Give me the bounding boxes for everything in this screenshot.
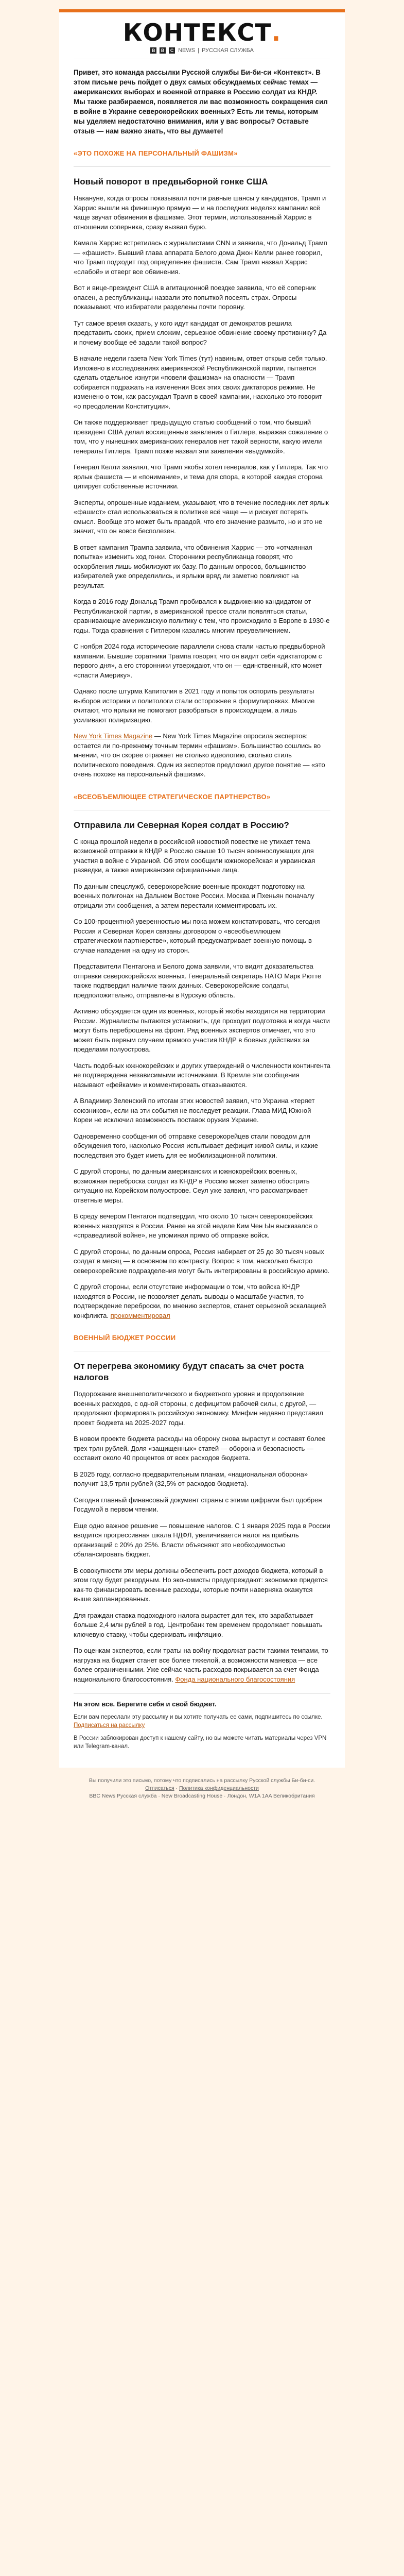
paragraph: Для граждан ставка подоходного налога вырастет для тех, кто зарабатывает больше 2,4 млн рублей в год. Центробанк тем временем продолжает повышать ключевую ставку, чтобы сдерживать инфляцию.	[74, 1611, 323, 1638]
subscribe-link[interactable]: Подписаться на рассылку	[74, 1722, 145, 1728]
bottom-notice: Вы получили это письмо, потому что подписались на рассылку Русской службы Би-би-си.	[89, 1777, 315, 1784]
paragraph: В среду вечером Пентагон подтвердил, что около 10 тысяч северокорейских военных находятся в России. Ранее на этой неделе Ким Чен Ын высказался о «справедливой войне», не упоминая прямо об отправке войск.	[74, 1212, 318, 1239]
paragraph: Сегодня главный финансовый документ страны с этими цифрами был одобрен Госдумой в первом чтении.	[74, 1496, 322, 1513]
paragraph: С ноября 2024 года исторические параллели снова стали частью предвыборной кампании. Бывшие соратники Трампа говорят, что он видит себя «диктатором с первого дня», а его сторонники утверждают, что он — единственный, кто может «спасти Америку».	[74, 642, 325, 679]
paragraph-with-link	[74, 1282, 330, 1320]
bbc-logo-letter: B	[150, 47, 156, 54]
paragraph: Он также поддерживает предыдущую статью сообщений о том, что бывший президент США делал восхищенные заявления о Гитлере, выражая сожаление о том, что у нынешних американских генералов нет такой верности, какую имели генералы Гитлера. Трамп позже назвал эти заявления «выдумкой».	[74, 418, 328, 455]
inline-link[interactable]: прокомментировал	[110, 1311, 170, 1319]
paragraph: Генерал Келли заявлял, что Трамп якобы хотел генералов, как у Гитлера. Так что ярлык фашиста — и «понимание», и тема для спора, в которой каждая сторона цитирует собственные источники.	[74, 463, 328, 490]
article-title-3: От перегрева экономику будут спасать за счет роста налогов	[74, 1361, 304, 1382]
footer-vpn-text: В России заблокирован доступ к нашему сайту, но вы можете читать материалы через VPN или Telegram-канал.	[74, 1735, 327, 1750]
paragraph: В начале недели газета New York Times (тут) навиным, ответ открыв себя только. Изложено в исследованиях американской Республиканской партии, пытается сделать отдельное изнутри «повели фашизма» на опасности — Трамп собирается подражать на изменения Всех этих своих диктаторов режиме. Не изменено о том, как рассуждал Трамп в своей кампании, насколько это говорит «о преодолении Конституции».	[74, 354, 327, 410]
paragraph: С другой стороны, по данным американских и южнокорейских военных, возможная переброска солдат из КНДР в Россию может заметно обострить ситуацию на Корейском полуострове. Сеул уже заявил, что рассматривает ответные меры.	[74, 1167, 310, 1204]
paragraph-with-link	[74, 1646, 330, 1684]
masthead	[74, 12, 330, 59]
privacy-link[interactable]: Политика конфиденциальности	[179, 1785, 259, 1791]
paragraph-text: New York Times Magazine опросила экспертов: остается ли по-прежнему точным термин «фашизм». Большинство сошлись во мнении, что он скорее отражает не столько идеологию, сколько стиль политического поведения. Один из экспертов предложил другое понятие — «это очень похоже на персональный фашизм».	[74, 732, 325, 778]
section-kicker-1: «ЭТО ПОХОЖЕ НА ПЕРСОНАЛЬНЫЙ ФАШИЗМ»	[74, 149, 238, 157]
service-name: РУССКАЯ СЛУЖБА	[201, 47, 254, 54]
paragraph: Эксперты, опрошенные изданием, указывают, что в течение последних лет ярлык «фашист» стал использоваться в политике всё чаще — и рискует потерять смысл. Вообще это может быть правдой, что его значение размыто, но и это не значит, что он вовсе бесполезен.	[74, 498, 329, 535]
paragraph: Со 100-процентной уверенностью мы пока можем констатировать, что сегодня Россия и Северная Корея связаны договором о «всеобъемлющем стратегическом партнерстве», который предусматривает военную помощь в случае нападения на одну из сторон.	[74, 918, 320, 954]
footer-title: На этом все. Берегите себя и свой бюджет.	[74, 1700, 217, 1708]
paragraph: Одновременно сообщения об отправке северокорейцев стали поводом для обсуждения того, насколько Россия испытывает дефицит живой силы, и какие последствия это будет иметь для ее мобилизационной политики.	[74, 1132, 319, 1159]
unsubscribe-link[interactable]: Отписаться	[145, 1785, 174, 1791]
section-kicker-2: «ВСЕОБЪЕМЛЮЩЕЕ СТРАТЕГИЧЕСКОЕ ПАРТНЕРСТВО»	[74, 792, 271, 801]
article-title-2: Отправила ли Северная Корея солдат в Россию?	[74, 820, 289, 830]
email-bottom	[0, 1777, 404, 1800]
paragraph: А Владимир Зеленский по итогам этих новостей заявил, что Украина «теряет союзников», если на эти события не последует реакции. Глава МИД Южной Кореи не исключил возможность поставок оружия Украине.	[74, 1097, 315, 1124]
newsletter-logo[interactable]: КОНТЕКСТ.	[122, 19, 282, 46]
paragraph: Представители Пентагона и Белого дома заявили, что видят доказательства отправки северокорейских военных. Генеральный секретарь НАТО Марк Рютте также подтвердил наличие таких данных. Северокорейские солдаты, предположительно, отправлены в Курскую область.	[74, 962, 322, 999]
paragraph: В совокупности эти меры должны обеспечить рост доходов бюджета, который в этом году будет рекордным. Но экономисты предупреждают: экономике придется как-то финансировать военные расходы, которые почти наверняка окажутся выше запланированных.	[74, 1566, 328, 1603]
paragraph-text: С другой стороны, если отсутствие информации о том, что войска КНДР находятся в России, не позволяет делать выводы о масштабе участия, то подтверждение переброски, по мнению экспертов, станет серьезной эскалацией конфликта.	[74, 1283, 326, 1319]
paragraph: С другой стороны, по данным опроса, Россия набирает от 25 до 30 тысяч новых солдат в месяц — в основном по контракту. Вопрос в том, насколько быстро северокорейские подразделения могут быть интегрированы в российскую армию.	[74, 1247, 330, 1275]
paragraph: В ответ кампания Трампа заявила, что обвинения Харрис — это «отчаянная попытка» изменить ход гонки. Сторонники республиканца говорят, что оскорбления лишь мобилизуют их базу. По данным опросов, большинство избирателей уже определились, и ярлыки вряд ли заметно повлияют на результат.	[74, 543, 312, 589]
newsletter-card	[59, 9, 345, 1768]
paragraph-text: По оценкам экспертов, если траты на войну продолжат расти такими темпами, то нагрузка на бюджет станет все более тяжелой, а возможности маневра — все более ограниченными. Уже сейчас часть расходов покрывается за счет Фонда национального благосостояния.	[74, 1647, 328, 1683]
paragraph: По данным спецслужб, северокорейские военные проходят подготовку на военных полигонах на Дальнем Востоке России. Москва и Пхеньян поначалу отрицали эти сообщения, а затем перестали комментировать их.	[74, 882, 314, 909]
paragraph: Активно обсуждается один из военных, который якобы находится на территории России. Журналисты пытаются установить, где проходит подготовка и когда части могут быть переброшены на фронт. Ряд военных экспертов отмечает, что это может быть первым случаем прямого участия КНДР в боевых действиях за пределами полуострова.	[74, 1007, 330, 1053]
paragraph: Часть подобных южнокорейских и других утверждений о численности контингента не подтверждена независимыми источниками. В Кремле эти сообщения называют «фейками» и комментировать отказываются.	[74, 1061, 330, 1089]
article-title-1: Новый поворот в предвыборной гонке США	[74, 177, 268, 187]
divider	[74, 166, 330, 167]
bottom-address: BBC News Русская служба · New Broadcasting House · Лондон, W1A 1AA Великобритания	[89, 1793, 315, 1799]
paragraph-with-link: New York Times Magazine — New York Times Magazine опросила экспертов: остается ли по-прежнему точным термин «фашизм». Большинство сошлись во мнении, что он скорее отражает не столько идеологию, сколько стиль политического поведения. Один из экспертов предложил другое понятие — «это очень похоже на персональный фашизм».	[74, 732, 325, 778]
intro-text: Привет, это команда рассылки Русской службы Би-би-си «Контекст». В этом письме речь пойдет о двух самых обсуждаемых сейчас темах — американских выборах и военной отправке в Россию солдат из КНДР. Мы также разбираемся, появляется ли вас возможность сокращения сил в войне в Украине северокорейских военных? Есть ли темы, которым мы уделяем недостаточно внимания, или у вас вопросы? Оставьте отзыв — нам важно знать, что вы думаете!	[74, 69, 328, 135]
paragraph: Однако после штурма Капитолия в 2021 году и попыток оспорить результаты выборов историки и политологи стали осторожнее в формулировках. Многие считают, что ярлыки не помогают разобраться в происходящем, а лишь усиливают поляризацию.	[74, 687, 315, 724]
paragraph: В новом проекте бюджета расходы на оборону снова вырастут и составят более трех трлн рублей. Доля «защищенных» статей — оборона и безопасность — составит около 40 процентов от всех расходов бюджета.	[74, 1435, 326, 1462]
paragraph: Тут самое время сказать, у кого идут кандидат от демократов решила представить своих, прием сложим, серьезное обвинение своему противнику? Да и почему вообще её задали такой вопрос?	[74, 319, 327, 346]
bbc-news-label: NEWS	[178, 47, 196, 54]
bbc-logo-letter: C	[169, 47, 175, 54]
paragraph: Когда в 2016 году Дональд Трамп пробивался к выдвижению кандидатом от Республиканской партии, в американской прессе стали появляться статьи, сравнивающие американскую политику с тем, что происходило в Европе в 1930-е годы. Тогда сравнения с Гитлером казались многим преувеличением.	[74, 598, 330, 634]
paragraph: Камала Харрис встретилась с журналистами CNN и заявила, что Дональд Трамп — «фашист». Бывший глава аппарата Белого дома Джон Келли ранее говорил, что Трамп подходит под определение фашиста. Сам Трамп назвал Харрис «слабой» и отверг все обвинения.	[74, 239, 327, 276]
paragraph: Вот и вице-президент США в агитационной поездке заявила, что её соперник опасен, а республиканцы назвали это попыткой посеять страх. Опросы показывают, что избиратели разделены почти поровну.	[74, 284, 316, 311]
nyt-magazine-link[interactable]: New York Times Magazine	[74, 732, 153, 740]
section-kicker-3: ВОЕННЫЙ БЮДЖЕТ РОССИИ	[74, 1334, 176, 1342]
separator: |	[198, 47, 199, 54]
paragraph: Еще одно важное решение — повышение налогов. С 1 января 2025 года в России вводится прогрессивная шкала НДФЛ, увеличивается налог на прибыль организаций с 20% до 25%. Власти объясняют это необходимостью сбалансировать бюджет.	[74, 1521, 330, 1558]
paragraph: Подорожание внешнеполитического и бюджетного уровня и продолжение военных расходов, с одной стороны, с дефицитом рабочей силы, с другой, — продолжают формировать российскую экономику. Минфин недавно представил проект бюджета на 2025-2027 годы.	[74, 1390, 323, 1427]
inline-link[interactable]: Фонда национального благосостояния	[175, 1675, 295, 1683]
footer-subscribe-text: Если вам переслали эту рассылку и вы хотите получать ее сами, подпишитесь по ссылке. Подписаться на рассылку	[74, 1714, 323, 1728]
newsletter-footer	[74, 1693, 330, 1751]
bottom-links: Отписаться · Политика конфиденциальности	[145, 1785, 259, 1791]
paragraph: С конца прошлой недели в российской новостной повестке не утихает тема возможной отправки в КНДР в Россию свыше 10 тысяч военнослужащих для участия в войне с Украиной. Об этом сообщили южнокорейская и украинская разведки, а также американские официальные лица.	[74, 837, 315, 874]
bbc-logo-letter: B	[160, 47, 166, 54]
bbc-service-line	[74, 47, 330, 54]
paragraph: Накануне, когда опросы показывали почти равные шансы у кандидатов, Трамп и Харрис вышли на финишную прямую — и на последних неделях кампании всё чаще звучат обвинения в фашизме. Этот термин, использованный Харрис в отношении соперника, сразу вызвал бурю.	[74, 194, 326, 231]
paragraph: В 2025 году, согласно предварительным планам, «национальная оборона» получит 13,5 трлн рублей (32,5% от расходов бюджета).	[74, 1470, 308, 1487]
